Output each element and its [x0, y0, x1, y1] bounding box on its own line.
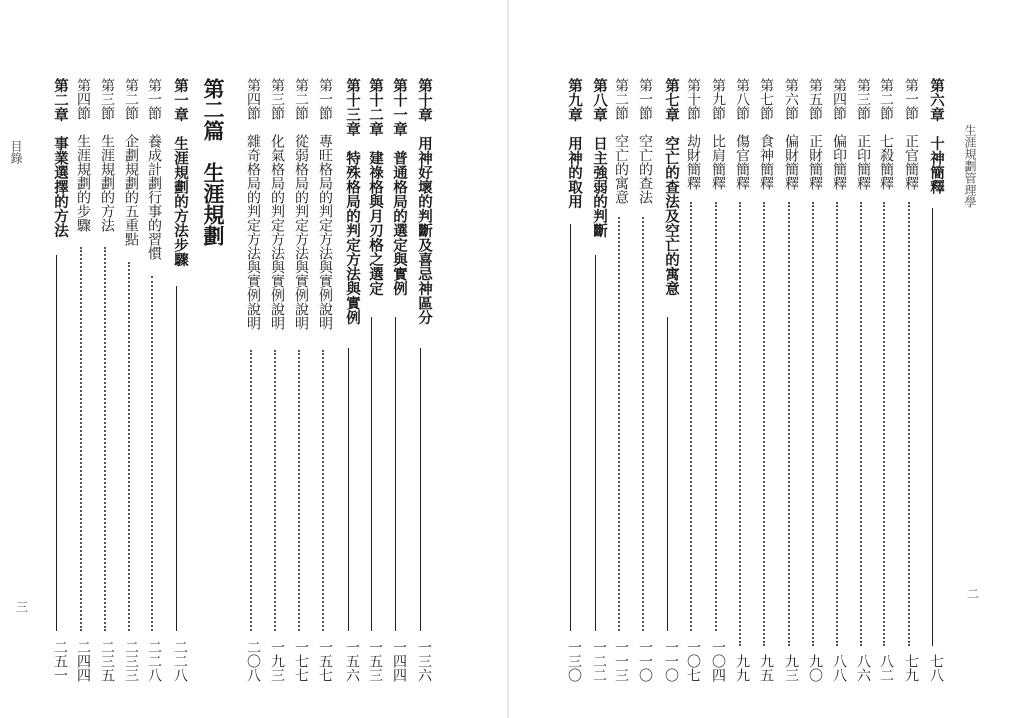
toc-leader	[80, 247, 82, 631]
toc-entry[interactable]	[384, 78, 406, 682]
toc-entry-title: 第十三章 特殊格局的判定方法與實例	[344, 78, 361, 325]
toc-entry-title: 第十節 劫財簡釋	[685, 78, 701, 190]
toc-entry[interactable]	[337, 78, 359, 682]
toc-entry-page: 九三	[783, 654, 799, 682]
toc-entry[interactable]	[288, 78, 308, 682]
toc-leader	[883, 202, 885, 646]
toc-leader	[836, 202, 838, 646]
toc-entry-page: 二二八	[146, 640, 162, 682]
toc-entry-title: 第三節 正印簡釋	[855, 78, 871, 190]
toc-entry-title: 第二節 空亡的寓意	[613, 78, 629, 204]
toc-entry[interactable]	[559, 78, 581, 682]
toc-entry[interactable]	[850, 78, 870, 682]
toc-entry-page: 一〇七	[685, 640, 701, 682]
toc-entry[interactable]	[94, 78, 114, 682]
toc-entry-title: 第六章 十神簡釋	[928, 78, 945, 194]
toc-entry[interactable]	[118, 78, 138, 682]
toc-entry-page: 七八	[928, 654, 944, 682]
toc-leader	[420, 348, 421, 632]
toc-entry[interactable]	[608, 78, 628, 682]
toc-entry-title: 第六節 偏財簡釋	[783, 78, 799, 190]
toc-entry-title: 第九節 比肩簡釋	[710, 78, 726, 190]
toc-entry[interactable]	[70, 78, 90, 682]
toc-entry-page: 七九	[903, 654, 919, 682]
toc-entry-title: 第二節 從弱格局的判定方法與實例說明	[293, 78, 309, 330]
toc-leader	[715, 202, 717, 631]
toc-entry-page: 八二	[878, 654, 894, 682]
toc-entry-page: 一三六	[416, 640, 432, 682]
toc-leader	[763, 202, 765, 646]
toc-entry-title: 第八章 日主強弱的判斷	[591, 78, 608, 238]
toc-entry-title: 第八節 傷官簡釋	[734, 78, 750, 190]
toc-entry-title: 第一節 正官簡釋	[903, 78, 919, 190]
toc-leader	[788, 202, 790, 646]
toc-leader	[322, 350, 324, 631]
toc-entry[interactable]	[264, 78, 284, 682]
toc-leader	[667, 317, 668, 632]
toc-entry[interactable]	[240, 78, 260, 682]
right-page	[512, 0, 1025, 718]
toc-entry-title: 第二節 七殺簡釋	[878, 78, 894, 190]
toc-entry[interactable]	[360, 78, 382, 682]
toc-entry-page: 一三〇	[566, 640, 582, 682]
toc-entry-page: 一七七	[293, 640, 309, 682]
toc-entry-title: 第一節 養成計劃行事的習慣	[146, 78, 162, 260]
toc-entry-title: 第一節 空亡的查法	[637, 78, 653, 204]
toc-entry-title: 第二節 企劃規劃的五重點	[123, 78, 139, 246]
toc-entry[interactable]	[312, 78, 332, 682]
toc-leader	[860, 202, 862, 646]
toc-entry[interactable]	[898, 78, 918, 682]
toc-entry-page: 八八	[831, 654, 847, 682]
toc-entry[interactable]	[165, 78, 187, 682]
toc-entry[interactable]	[753, 78, 773, 682]
toc-entry-title: 第一章 生涯規劃的方法步驟	[172, 78, 189, 267]
toc-entry[interactable]	[802, 78, 822, 682]
toc-entry[interactable]	[192, 78, 224, 682]
running-head-left: 目錄	[9, 140, 23, 164]
toc-leader	[151, 276, 153, 631]
toc-leader	[348, 348, 349, 632]
toc-entry-page: 一〇四	[710, 640, 726, 682]
toc-entry-title: 第九章 用神的取用	[566, 78, 583, 209]
toc-leader	[908, 202, 910, 646]
toc-entry-title: 第七章 空亡的查法及空亡的寓意	[663, 78, 680, 296]
toc-entry-page: 二三三	[123, 640, 139, 682]
toc-entry-page: 九五	[758, 654, 774, 682]
toc-entry[interactable]	[826, 78, 846, 682]
toc-leader	[56, 255, 57, 632]
toc-entry-page: 二四四	[75, 640, 91, 682]
toc-entry[interactable]	[921, 78, 943, 682]
toc-leader	[128, 262, 130, 631]
toc-leader	[570, 224, 571, 632]
toc-leader	[371, 317, 372, 632]
toc-entry[interactable]	[778, 78, 798, 682]
toc-leader	[274, 350, 276, 631]
toc-entry-title: 第十章 用神好壞的判斷及喜忌神區分	[416, 78, 433, 325]
toc-entry-title: 第五節 正財簡釋	[807, 78, 823, 190]
toc-entry-title: 第二章 事業選擇的方法	[52, 78, 69, 238]
toc-entry-title: 第一節 專旺格局的判定方法與實例說明	[317, 78, 333, 330]
toc-leader	[690, 202, 692, 631]
toc-entry-title: 第四節 雜奇格局的判定方法與實例說明	[245, 78, 261, 330]
toc-entry[interactable]	[705, 78, 725, 682]
toc-entry[interactable]	[632, 78, 652, 682]
page-number-left: 三	[16, 600, 29, 614]
toc-entry-title: 第十二章 建祿格與月刃格之選定	[367, 78, 384, 296]
toc-entry-title: 第二篇 生涯規劃	[201, 78, 226, 246]
toc-leader	[642, 217, 644, 631]
toc-leader	[595, 255, 596, 632]
toc-entry-page: 一二二	[591, 640, 607, 682]
toc-entry[interactable]	[45, 78, 67, 682]
toc-leader	[395, 317, 396, 632]
toc-entry-title: 第三節 生涯規劃的方法	[99, 78, 115, 232]
toc-entry[interactable]	[584, 78, 606, 682]
toc-entry-page: 一九三	[269, 640, 285, 682]
toc-entry[interactable]	[729, 78, 749, 682]
toc-leader	[250, 350, 252, 631]
toc-entry-page: 九九	[734, 654, 750, 682]
toc-entry-page: 一一〇	[637, 640, 653, 682]
toc-entry[interactable]	[680, 78, 700, 682]
page-number-right: 二	[967, 587, 980, 601]
toc-leader	[298, 350, 300, 631]
toc-entry-page: 八六	[855, 654, 871, 682]
toc-entry[interactable]	[141, 78, 161, 682]
toc-entry-page: 一五三	[367, 640, 383, 682]
running-head-right: 生涯規劃管理學	[963, 124, 977, 208]
toc-entry-page: 二五一	[52, 640, 68, 682]
toc-entry-title: 第七節 食神簡釋	[758, 78, 774, 190]
toc-entry-page: 二〇八	[245, 640, 261, 682]
toc-leader	[618, 217, 620, 631]
toc-leader	[932, 208, 933, 646]
toc-entry[interactable]	[656, 78, 678, 682]
toc-entry-page: 九〇	[807, 654, 823, 682]
toc-entry-page: 一一三	[613, 640, 629, 682]
toc-entry-title: 第四節 偏印簡釋	[831, 78, 847, 190]
toc-leader	[104, 247, 106, 631]
toc-entry-title: 第四節 生涯規劃的步驟	[75, 78, 91, 232]
toc-entry[interactable]	[873, 78, 893, 682]
toc-leader	[176, 286, 177, 632]
toc-entry-page: 一五七	[317, 640, 333, 682]
toc-entry-title: 第三節 化氣格局的判定方法與實例說明	[269, 78, 285, 330]
toc-entry-page: 二三五	[99, 640, 115, 682]
toc-entry-title: 第十一章 普通格局的選定與實例	[391, 78, 408, 296]
toc-leader	[739, 202, 741, 646]
toc-entry-page: 一一〇	[663, 640, 679, 682]
toc-entry-page: 一五六	[344, 640, 360, 682]
toc-entry[interactable]	[409, 78, 431, 682]
toc-entry-page: 二二八	[172, 640, 188, 682]
toc-leader	[812, 202, 814, 646]
left-page	[0, 0, 512, 718]
toc-entry-page: 一四四	[391, 640, 407, 682]
